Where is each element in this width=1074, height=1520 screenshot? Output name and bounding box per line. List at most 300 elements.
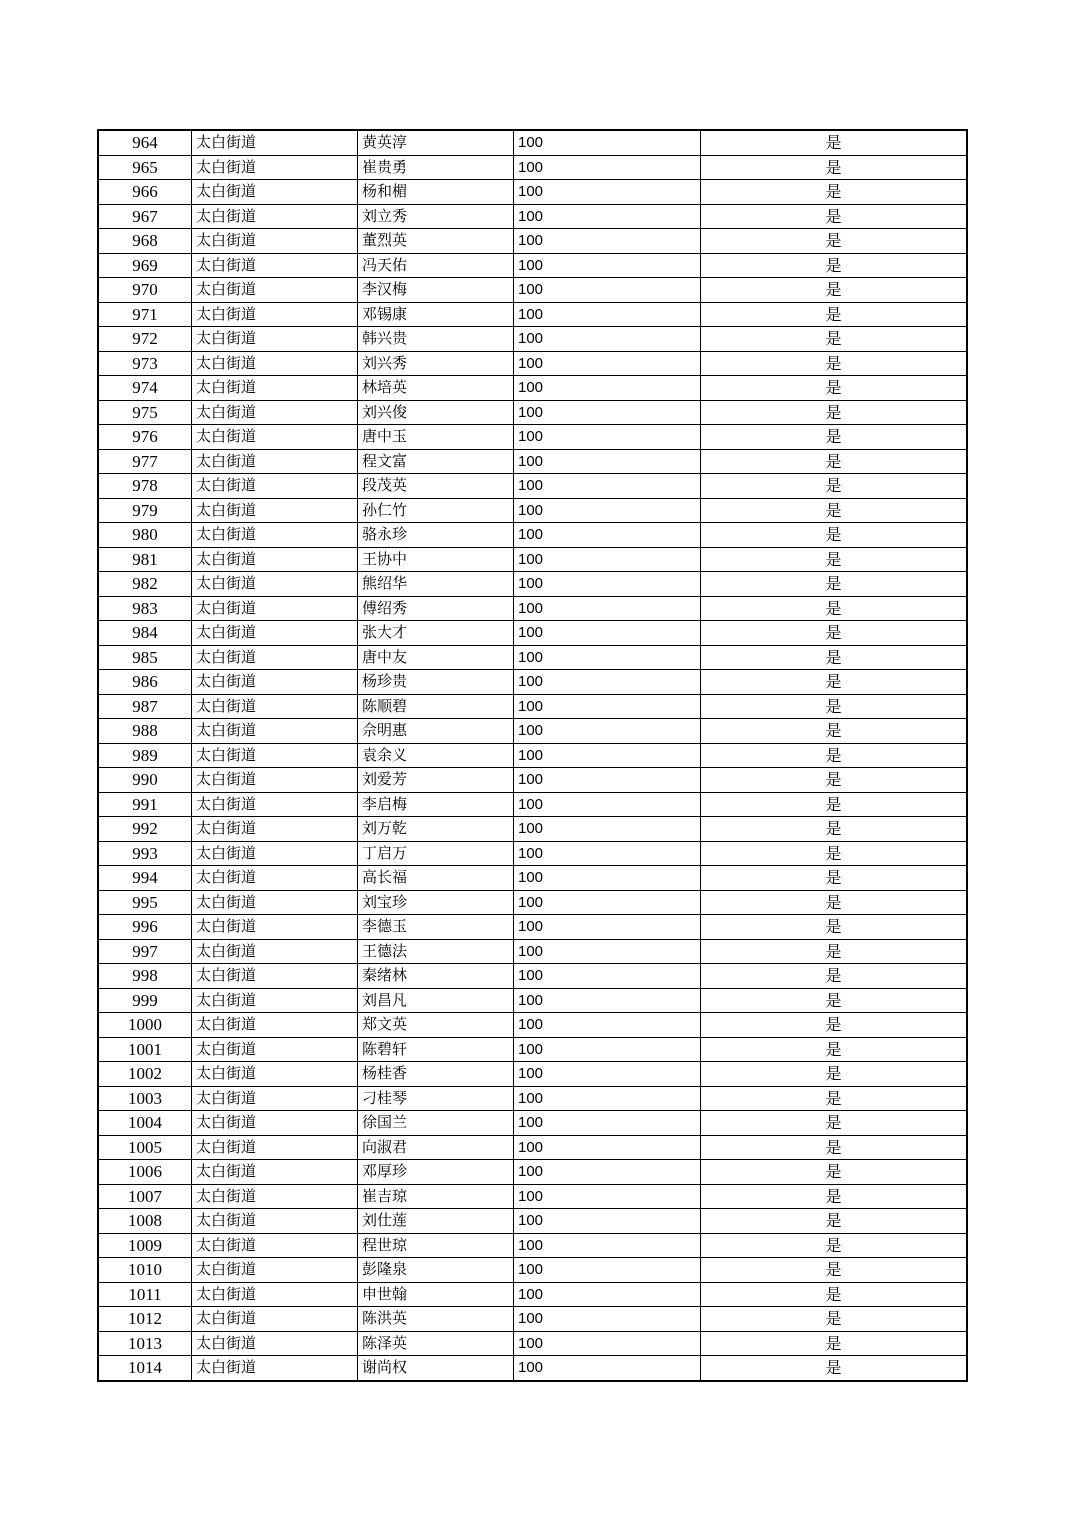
person-name-cell: 陈洪英 — [358, 1307, 514, 1332]
amount-cell: 100 — [514, 964, 701, 989]
row-number-cell: 965 — [98, 155, 192, 180]
person-name-cell: 冯天佑 — [358, 253, 514, 278]
person-name-cell: 佘明惠 — [358, 719, 514, 744]
table-row — [98, 866, 967, 891]
amount-cell: 100 — [514, 1258, 701, 1283]
person-name-cell: 李汉梅 — [358, 278, 514, 303]
street-cell: 太白街道 — [192, 645, 358, 670]
person-name-cell: 邓厚珍 — [358, 1160, 514, 1185]
table-row — [98, 425, 967, 450]
person-name-cell: 刁桂琴 — [358, 1086, 514, 1111]
status-cell: 是 — [701, 866, 968, 891]
status-cell: 是 — [701, 768, 968, 793]
table-row — [98, 645, 967, 670]
amount-cell: 100 — [514, 474, 701, 499]
amount-cell: 100 — [514, 1135, 701, 1160]
amount-cell: 100 — [514, 229, 701, 254]
row-number-cell: 994 — [98, 866, 192, 891]
street-cell: 太白街道 — [192, 204, 358, 229]
row-number-cell: 969 — [98, 253, 192, 278]
street-cell: 太白街道 — [192, 670, 358, 695]
row-number-cell: 982 — [98, 572, 192, 597]
amount-cell: 100 — [514, 425, 701, 450]
status-cell: 是 — [701, 1086, 968, 1111]
row-number-cell: 966 — [98, 180, 192, 205]
table-row — [98, 1331, 967, 1356]
table-row — [98, 1086, 967, 1111]
person-name-cell: 张大才 — [358, 621, 514, 646]
person-name-cell: 谢尚权 — [358, 1356, 514, 1381]
amount-cell: 100 — [514, 792, 701, 817]
street-cell: 太白街道 — [192, 1037, 358, 1062]
person-name-cell: 杨桂香 — [358, 1062, 514, 1087]
table-row — [98, 1062, 967, 1087]
status-cell: 是 — [701, 1356, 968, 1381]
row-number-cell: 979 — [98, 498, 192, 523]
table-row — [98, 1037, 967, 1062]
row-number-cell: 1003 — [98, 1086, 192, 1111]
table-row — [98, 890, 967, 915]
status-cell: 是 — [701, 474, 968, 499]
row-number-cell: 991 — [98, 792, 192, 817]
status-cell: 是 — [701, 425, 968, 450]
person-name-cell: 陈泽英 — [358, 1331, 514, 1356]
amount-cell: 100 — [514, 253, 701, 278]
amount-cell: 100 — [514, 155, 701, 180]
row-number-cell: 967 — [98, 204, 192, 229]
person-name-cell: 程世琼 — [358, 1233, 514, 1258]
amount-cell: 100 — [514, 768, 701, 793]
row-number-cell: 1014 — [98, 1356, 192, 1381]
table-row — [98, 498, 967, 523]
amount-cell: 100 — [514, 866, 701, 891]
row-number-cell: 1010 — [98, 1258, 192, 1283]
amount-cell: 100 — [514, 572, 701, 597]
person-name-cell: 陈顺碧 — [358, 694, 514, 719]
table-row — [98, 204, 967, 229]
row-number-cell: 1012 — [98, 1307, 192, 1332]
row-number-cell: 977 — [98, 449, 192, 474]
row-number-cell: 996 — [98, 915, 192, 940]
table-row — [98, 792, 967, 817]
table-row — [98, 1184, 967, 1209]
person-name-cell: 段茂英 — [358, 474, 514, 499]
person-name-cell: 彭隆泉 — [358, 1258, 514, 1283]
street-cell: 太白街道 — [192, 1356, 358, 1381]
amount-cell: 100 — [514, 1086, 701, 1111]
table-row — [98, 768, 967, 793]
status-cell: 是 — [701, 155, 968, 180]
amount-cell: 100 — [514, 841, 701, 866]
table-row — [98, 400, 967, 425]
street-cell: 太白街道 — [192, 988, 358, 1013]
amount-cell: 100 — [514, 498, 701, 523]
person-name-cell: 高长福 — [358, 866, 514, 891]
table-row — [98, 1258, 967, 1283]
amount-cell: 100 — [514, 523, 701, 548]
person-name-cell: 黄英淳 — [358, 130, 514, 155]
table-row — [98, 523, 967, 548]
row-number-cell: 971 — [98, 302, 192, 327]
row-number-cell: 990 — [98, 768, 192, 793]
table-row — [98, 939, 967, 964]
amount-cell: 100 — [514, 645, 701, 670]
row-number-cell: 985 — [98, 645, 192, 670]
table-row — [98, 1356, 967, 1381]
row-number-cell: 1007 — [98, 1184, 192, 1209]
person-name-cell: 李启梅 — [358, 792, 514, 817]
status-cell: 是 — [701, 1037, 968, 1062]
status-cell: 是 — [701, 376, 968, 401]
street-cell: 太白街道 — [192, 1307, 358, 1332]
row-number-cell: 989 — [98, 743, 192, 768]
status-cell: 是 — [701, 915, 968, 940]
person-name-cell: 刘兴秀 — [358, 351, 514, 376]
street-cell: 太白街道 — [192, 474, 358, 499]
status-cell: 是 — [701, 1160, 968, 1185]
amount-cell: 100 — [514, 915, 701, 940]
amount-cell: 100 — [514, 130, 701, 155]
table-row — [98, 817, 967, 842]
amount-cell: 100 — [514, 400, 701, 425]
amount-cell: 100 — [514, 449, 701, 474]
status-cell: 是 — [701, 1282, 968, 1307]
table-row — [98, 229, 967, 254]
amount-cell: 100 — [514, 694, 701, 719]
status-cell: 是 — [701, 694, 968, 719]
amount-cell: 100 — [514, 1184, 701, 1209]
status-cell: 是 — [701, 792, 968, 817]
street-cell: 太白街道 — [192, 302, 358, 327]
table-row — [98, 155, 967, 180]
street-cell: 太白街道 — [192, 572, 358, 597]
row-number-cell: 995 — [98, 890, 192, 915]
table-row — [98, 547, 967, 572]
person-name-cell: 刘爱芳 — [358, 768, 514, 793]
person-name-cell: 林培英 — [358, 376, 514, 401]
row-number-cell: 1008 — [98, 1209, 192, 1234]
amount-cell: 100 — [514, 1209, 701, 1234]
amount-cell: 100 — [514, 1282, 701, 1307]
street-cell: 太白街道 — [192, 1233, 358, 1258]
person-name-cell: 唐中玉 — [358, 425, 514, 450]
row-number-cell: 981 — [98, 547, 192, 572]
street-cell: 太白街道 — [192, 817, 358, 842]
person-name-cell: 熊绍华 — [358, 572, 514, 597]
table-row — [98, 915, 967, 940]
street-cell: 太白街道 — [192, 866, 358, 891]
row-number-cell: 976 — [98, 425, 192, 450]
table-row — [98, 253, 967, 278]
street-cell: 太白街道 — [192, 939, 358, 964]
amount-cell: 100 — [514, 1062, 701, 1087]
person-name-cell: 骆永珍 — [358, 523, 514, 548]
person-name-cell: 丁启万 — [358, 841, 514, 866]
amount-cell: 100 — [514, 327, 701, 352]
row-number-cell: 993 — [98, 841, 192, 866]
street-cell: 太白街道 — [192, 719, 358, 744]
roster-table — [97, 129, 968, 1382]
table-row — [98, 1135, 967, 1160]
status-cell: 是 — [701, 964, 968, 989]
street-cell: 太白街道 — [192, 841, 358, 866]
person-name-cell: 傅绍秀 — [358, 596, 514, 621]
amount-cell: 100 — [514, 719, 701, 744]
row-number-cell: 974 — [98, 376, 192, 401]
row-number-cell: 972 — [98, 327, 192, 352]
table-row — [98, 1013, 967, 1038]
status-cell: 是 — [701, 498, 968, 523]
table-row — [98, 180, 967, 205]
street-cell: 太白街道 — [192, 327, 358, 352]
street-cell: 太白街道 — [192, 351, 358, 376]
amount-cell: 100 — [514, 302, 701, 327]
table-row — [98, 572, 967, 597]
street-cell: 太白街道 — [192, 964, 358, 989]
row-number-cell: 1011 — [98, 1282, 192, 1307]
street-cell: 太白街道 — [192, 596, 358, 621]
row-number-cell: 1013 — [98, 1331, 192, 1356]
table-row — [98, 1233, 967, 1258]
status-cell: 是 — [701, 302, 968, 327]
person-name-cell: 刘万乾 — [358, 817, 514, 842]
roster-table-body — [98, 130, 967, 1381]
street-cell: 太白街道 — [192, 155, 358, 180]
person-name-cell: 陈碧轩 — [358, 1037, 514, 1062]
street-cell: 太白街道 — [192, 1086, 358, 1111]
street-cell: 太白街道 — [192, 1160, 358, 1185]
amount-cell: 100 — [514, 204, 701, 229]
table-row — [98, 449, 967, 474]
person-name-cell: 刘立秀 — [358, 204, 514, 229]
status-cell: 是 — [701, 645, 968, 670]
person-name-cell: 唐中友 — [358, 645, 514, 670]
status-cell: 是 — [701, 1233, 968, 1258]
status-cell: 是 — [701, 890, 968, 915]
status-cell: 是 — [701, 1331, 968, 1356]
person-name-cell: 王协中 — [358, 547, 514, 572]
amount-cell: 100 — [514, 596, 701, 621]
table-row — [98, 376, 967, 401]
street-cell: 太白街道 — [192, 523, 358, 548]
person-name-cell: 杨珍贵 — [358, 670, 514, 695]
table-row — [98, 964, 967, 989]
status-cell: 是 — [701, 621, 968, 646]
person-name-cell: 向淑君 — [358, 1135, 514, 1160]
street-cell: 太白街道 — [192, 130, 358, 155]
amount-cell: 100 — [514, 1307, 701, 1332]
street-cell: 太白街道 — [192, 1135, 358, 1160]
amount-cell: 100 — [514, 621, 701, 646]
table-row — [98, 670, 967, 695]
status-cell: 是 — [701, 596, 968, 621]
amount-cell: 100 — [514, 1331, 701, 1356]
table-row — [98, 1209, 967, 1234]
amount-cell: 100 — [514, 817, 701, 842]
status-cell: 是 — [701, 1209, 968, 1234]
status-cell: 是 — [701, 1111, 968, 1136]
table-row — [98, 841, 967, 866]
status-cell: 是 — [701, 1258, 968, 1283]
person-name-cell: 邓锡康 — [358, 302, 514, 327]
street-cell: 太白街道 — [192, 400, 358, 425]
status-cell: 是 — [701, 670, 968, 695]
row-number-cell: 1000 — [98, 1013, 192, 1038]
person-name-cell: 徐国兰 — [358, 1111, 514, 1136]
row-number-cell: 1002 — [98, 1062, 192, 1087]
person-name-cell: 秦绪林 — [358, 964, 514, 989]
person-name-cell: 董烈英 — [358, 229, 514, 254]
row-number-cell: 1009 — [98, 1233, 192, 1258]
street-cell: 太白街道 — [192, 621, 358, 646]
street-cell: 太白街道 — [192, 1111, 358, 1136]
status-cell: 是 — [701, 278, 968, 303]
row-number-cell: 975 — [98, 400, 192, 425]
row-number-cell: 968 — [98, 229, 192, 254]
status-cell: 是 — [701, 327, 968, 352]
person-name-cell: 崔吉琼 — [358, 1184, 514, 1209]
street-cell: 太白街道 — [192, 498, 358, 523]
person-name-cell: 刘兴俊 — [358, 400, 514, 425]
street-cell: 太白街道 — [192, 376, 358, 401]
table-row — [98, 302, 967, 327]
street-cell: 太白街道 — [192, 768, 358, 793]
street-cell: 太白街道 — [192, 1184, 358, 1209]
person-name-cell: 郑文英 — [358, 1013, 514, 1038]
street-cell: 太白街道 — [192, 890, 358, 915]
amount-cell: 100 — [514, 278, 701, 303]
row-number-cell: 964 — [98, 130, 192, 155]
street-cell: 太白街道 — [192, 278, 358, 303]
amount-cell: 100 — [514, 547, 701, 572]
status-cell: 是 — [701, 1307, 968, 1332]
status-cell: 是 — [701, 253, 968, 278]
street-cell: 太白街道 — [192, 694, 358, 719]
status-cell: 是 — [701, 130, 968, 155]
table-row — [98, 130, 967, 155]
status-cell: 是 — [701, 229, 968, 254]
status-cell: 是 — [701, 719, 968, 744]
row-number-cell: 986 — [98, 670, 192, 695]
row-number-cell: 999 — [98, 988, 192, 1013]
amount-cell: 100 — [514, 1160, 701, 1185]
table-row — [98, 351, 967, 376]
street-cell: 太白街道 — [192, 1013, 358, 1038]
table-row — [98, 1111, 967, 1136]
status-cell: 是 — [701, 449, 968, 474]
amount-cell: 100 — [514, 1356, 701, 1381]
street-cell: 太白街道 — [192, 1331, 358, 1356]
table-row — [98, 719, 967, 744]
table-row — [98, 988, 967, 1013]
table-row — [98, 474, 967, 499]
row-number-cell: 970 — [98, 278, 192, 303]
person-name-cell: 李德玉 — [358, 915, 514, 940]
row-number-cell: 998 — [98, 964, 192, 989]
person-name-cell: 孙仁竹 — [358, 498, 514, 523]
status-cell: 是 — [701, 547, 968, 572]
person-name-cell: 申世翰 — [358, 1282, 514, 1307]
row-number-cell: 984 — [98, 621, 192, 646]
street-cell: 太白街道 — [192, 792, 358, 817]
street-cell: 太白街道 — [192, 449, 358, 474]
status-cell: 是 — [701, 1062, 968, 1087]
amount-cell: 100 — [514, 1111, 701, 1136]
amount-cell: 100 — [514, 743, 701, 768]
table-row — [98, 1282, 967, 1307]
street-cell: 太白街道 — [192, 1062, 358, 1087]
street-cell: 太白街道 — [192, 425, 358, 450]
amount-cell: 100 — [514, 939, 701, 964]
table-row — [98, 1160, 967, 1185]
street-cell: 太白街道 — [192, 1282, 358, 1307]
person-name-cell: 刘昌凡 — [358, 988, 514, 1013]
status-cell: 是 — [701, 400, 968, 425]
street-cell: 太白街道 — [192, 180, 358, 205]
amount-cell: 100 — [514, 376, 701, 401]
status-cell: 是 — [701, 523, 968, 548]
amount-cell: 100 — [514, 670, 701, 695]
person-name-cell: 崔贵勇 — [358, 155, 514, 180]
amount-cell: 100 — [514, 890, 701, 915]
person-name-cell: 袁余义 — [358, 743, 514, 768]
row-number-cell: 978 — [98, 474, 192, 499]
status-cell: 是 — [701, 1184, 968, 1209]
row-number-cell: 987 — [98, 694, 192, 719]
row-number-cell: 997 — [98, 939, 192, 964]
status-cell: 是 — [701, 743, 968, 768]
status-cell: 是 — [701, 204, 968, 229]
amount-cell: 100 — [514, 1013, 701, 1038]
status-cell: 是 — [701, 841, 968, 866]
person-name-cell: 杨和楣 — [358, 180, 514, 205]
street-cell: 太白街道 — [192, 229, 358, 254]
amount-cell: 100 — [514, 1037, 701, 1062]
row-number-cell: 1005 — [98, 1135, 192, 1160]
status-cell: 是 — [701, 988, 968, 1013]
street-cell: 太白街道 — [192, 1209, 358, 1234]
status-cell: 是 — [701, 939, 968, 964]
street-cell: 太白街道 — [192, 253, 358, 278]
row-number-cell: 980 — [98, 523, 192, 548]
status-cell: 是 — [701, 1013, 968, 1038]
table-row — [98, 327, 967, 352]
street-cell: 太白街道 — [192, 1258, 358, 1283]
amount-cell: 100 — [514, 180, 701, 205]
person-name-cell: 王德法 — [358, 939, 514, 964]
person-name-cell: 刘宝珍 — [358, 890, 514, 915]
status-cell: 是 — [701, 351, 968, 376]
row-number-cell: 1006 — [98, 1160, 192, 1185]
status-cell: 是 — [701, 817, 968, 842]
row-number-cell: 992 — [98, 817, 192, 842]
table-row — [98, 596, 967, 621]
status-cell: 是 — [701, 572, 968, 597]
row-number-cell: 988 — [98, 719, 192, 744]
table-row — [98, 1307, 967, 1332]
row-number-cell: 973 — [98, 351, 192, 376]
status-cell: 是 — [701, 180, 968, 205]
street-cell: 太白街道 — [192, 743, 358, 768]
street-cell: 太白街道 — [192, 547, 358, 572]
amount-cell: 100 — [514, 351, 701, 376]
amount-cell: 100 — [514, 1233, 701, 1258]
amount-cell: 100 — [514, 988, 701, 1013]
table-row — [98, 743, 967, 768]
street-cell: 太白街道 — [192, 915, 358, 940]
table-row — [98, 621, 967, 646]
row-number-cell: 983 — [98, 596, 192, 621]
